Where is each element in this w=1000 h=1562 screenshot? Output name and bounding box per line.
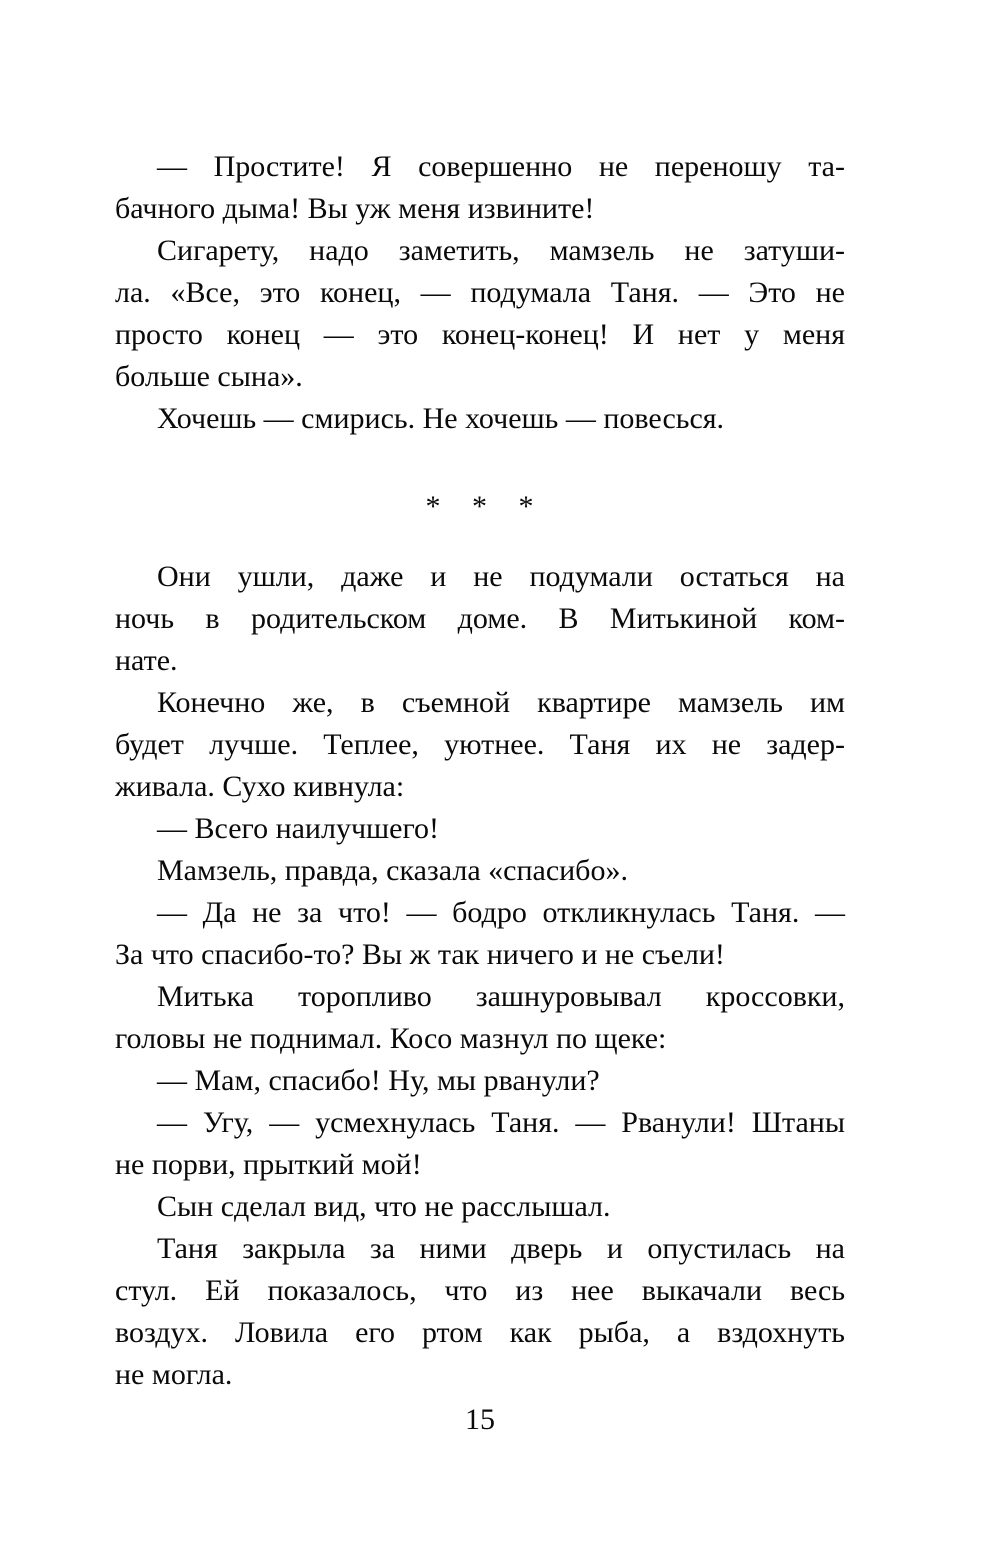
paragraph: [115, 1228, 845, 1396]
paragraph: [115, 146, 845, 230]
text-line: ла. «Все, это конец, — подумала Таня. — Это не: [115, 276, 845, 309]
text-line: Хочешь — смирись. Не хочешь — повесься.: [157, 402, 725, 435]
text-line: Конечно же, в съемной квартире мамзель им: [157, 686, 845, 719]
text-line: воздух. Ловила его ртом как рыба, а вздохнуть: [115, 1316, 845, 1349]
text-line: больше сына».: [115, 360, 303, 393]
text-line: — Да не за что! — бодро откликнулась Таня. —: [157, 896, 845, 929]
paragraph: [115, 230, 845, 398]
text-line: живала. Сухо кивнула:: [115, 770, 405, 803]
section-separator: * * *: [425, 490, 535, 523]
text-line: Они ушли, даже и не подумали остаться на: [157, 560, 845, 593]
text-line: ночь в родительском доме. В Митькиной ком-: [115, 602, 845, 635]
text-line: просто конец — это конец-конец! И нет у меня: [115, 318, 845, 351]
text-line: головы не поднимал. Косо мазнул по щеке:: [115, 1022, 667, 1055]
paragraph: [115, 892, 845, 976]
text-line: не могла.: [115, 1358, 233, 1391]
paragraph: [115, 1102, 845, 1186]
paragraph: [115, 682, 845, 808]
text-line: будет лучше. Теплее, уютнее. Таня их не задер-: [115, 728, 845, 761]
text-line: — Всего наилучшего!: [157, 812, 440, 845]
paragraph: [115, 808, 845, 850]
text-line: За что спасибо-то? Вы ж так ничего и не съели!: [115, 938, 725, 971]
paragraph: [115, 1186, 845, 1228]
paragraph: [115, 556, 845, 682]
text-line: — Простите! Я совершенно не переношу та-: [157, 150, 845, 183]
paragraph: [115, 1060, 845, 1102]
paragraph: [115, 976, 845, 1060]
text-line: Митька торопливо зашнуровывал кроссовки,: [157, 980, 845, 1013]
paragraph: [115, 398, 845, 440]
text-line: — Угу, — усмехнулась Таня. — Рванули! Штаны: [157, 1106, 845, 1139]
text-line: стул. Ей показалось, что из нее выкачали весь: [115, 1274, 845, 1307]
text-line: Сигарету, надо заметить, мамзель не затуши-: [157, 234, 845, 267]
paragraph: [115, 850, 845, 892]
text-line: — Мам, спасибо! Ну, мы рванули?: [157, 1064, 600, 1097]
text-line: Мамзель, правда, сказала «спасибо».: [157, 854, 628, 887]
page-number: 15: [465, 1403, 495, 1436]
text-line: не порви, прыткий мой!: [115, 1148, 422, 1181]
text-block: [115, 146, 845, 1396]
text-line: нате.: [115, 644, 178, 677]
text-line: бачного дыма! Вы уж меня извините!: [115, 192, 595, 225]
text-line: Таня закрыла за ними дверь и опустилась на: [157, 1232, 845, 1265]
text-line: Сын сделал вид, что не расслышал.: [157, 1190, 611, 1223]
